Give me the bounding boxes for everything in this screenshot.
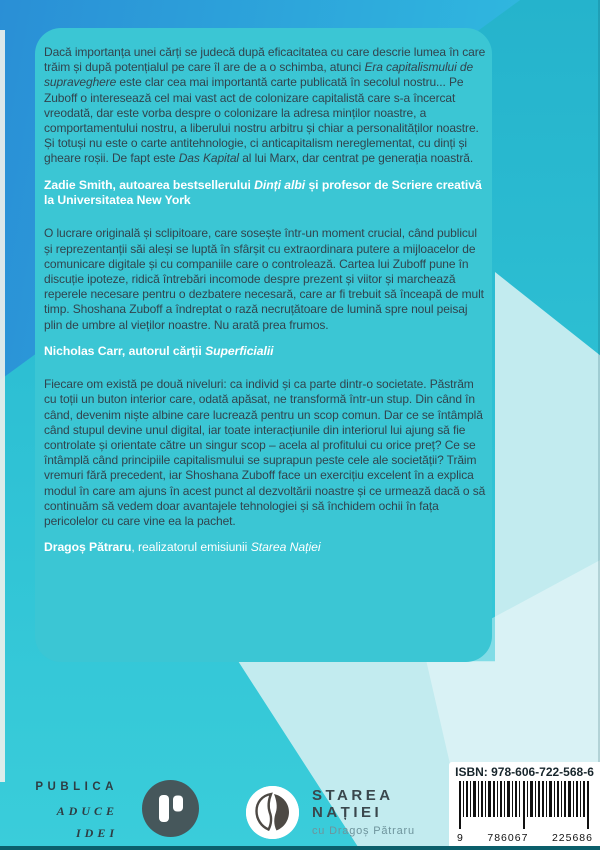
- attribution-segment: Nicholas Carr, autorul cărții: [44, 343, 206, 358]
- book-title-italic: Superficialii: [205, 343, 274, 358]
- barcode-digit-group: 9: [457, 831, 464, 844]
- publisher-line: ADUCE: [56, 803, 118, 818]
- starea-natiei-wordmark: [312, 786, 415, 839]
- show-name-line: STAREA: [312, 787, 394, 804]
- scan-edge-left: [0, 30, 5, 782]
- publica-wordmark: [28, 782, 118, 849]
- starea-natiei-logo: [246, 786, 415, 839]
- barcode-digit-group: 225686: [551, 831, 593, 844]
- attribution-nicholas-carr: [44, 344, 486, 359]
- quote-segment: Fiecare om există pe două niveluri: ca individ și ca parte dintr-o societate. Păstrăm cu toții un buton interior care, odată apăsat, ne transformă într-un stup. Din când în când, devenim niște albine care lucrează pentru un scop comun. Dar ce se întâmplă când stupul devine unul digital, iar toate interacțiunile din interiorul lui ajung să fie controlate și orientate către un singur scop – acela al profitului cu orice preț? Ce se întâmplă când principiile capitalismului se suprapun peste cele ale societății? Trăim vremuri fără precedent, iar Shoshana Zuboff face un exercițiu excelent în a explica modul în care am ajuns în acest punct al dezvoltării noastre și ce urmează dacă o să continuăm să vedem doar avantajele tehnologiei și să închidem ochii în fața pericolelor cu care vine ea la pachet.: [44, 377, 486, 529]
- publica-logo-bar: [173, 795, 183, 811]
- isbn-barcode-box: [449, 762, 600, 846]
- two-faces-icon: [246, 786, 299, 839]
- publisher-line: PUBLICA: [35, 781, 118, 793]
- quote-segment: al lui Marx, dar centrat pe generația noastră.: [238, 151, 474, 166]
- isbn-label: ISBN: 978-606-722-568-6: [455, 765, 594, 779]
- book-title-italic: Era capitalismului de supraveghere: [44, 60, 474, 90]
- book-title-italic: Dinți albi: [254, 177, 306, 192]
- attribution-segment: Zadie Smith, autoarea bestsellerului: [44, 177, 255, 192]
- attribution-name: Dragoș Pătraru: [44, 540, 132, 555]
- quote-segment: este clar cea mai importantă carte publicată în secolul nostru... Pe Zuboff o interesează cel mai vast act de colonizare capitalistă care s-a încercat vreodată, dar este vorba despre o colonizare la adresa minților noastre, a comportamentului nostru, a liberului nostru arbitru și chiar a personalităților noastre. Și totuși nu este o carte antitehnologie, ci anticapitalism nereglementat, cu dinți și gheare roșii. De fapt este: [44, 75, 479, 166]
- show-subtitle: cu Dragoș Pătraru: [312, 825, 415, 837]
- quote-zadie-smith: [44, 45, 486, 167]
- quote-dragos-patraru: [44, 377, 486, 529]
- quotes-panel: [35, 28, 492, 662]
- show-name-line: NAȚIEI: [312, 803, 383, 821]
- publisher-line: IDEI: [75, 825, 118, 840]
- quote-segment: O lucrare originală și sclipitoare, care sosește într-un moment crucial, când publicul și reprezentanții săi aleși se luptă în sfârșit cu extraordinara putere a mijloacelor de comunicare digitale și cu companiile care o controlează. Cartea lui Zuboff pune în discuție ipoteze, ridică întrebări incomode despre prezent și viitor și marchează reperele necesare pentru o dezbatere necesară, care ar fi trebuit să înceapă de mult timp. Shoshana Zuboff a îndreptat o rază necruțătoare de lumină spre noul peisaj plin de umbre al vieților noastre. Nu arată prea frumos.: [44, 226, 484, 332]
- barcode-digits: [457, 833, 593, 844]
- barcode-bars: [457, 781, 593, 829]
- quote-nicholas-carr: [44, 226, 486, 332]
- attribution-segment: și profesor de Scriere creativă la Universitatea New York: [44, 177, 482, 208]
- book-title-italic: Das Kapital: [178, 151, 239, 166]
- attribution-dragos-patraru: [44, 540, 486, 555]
- show-title-italic: Starea Nației: [250, 540, 321, 555]
- quote-segment: Dacă importanța unei cărți se judecă după eficacitatea cu care descrie lumea în care trăim și după potențialul pe care îl are de a o schimba, atunci: [44, 45, 486, 75]
- attribution-segment: , realizatorul emisiunii: [131, 540, 251, 555]
- publica-logo-icon: [142, 780, 199, 837]
- barcode-digit-group: 786067: [487, 831, 529, 844]
- attribution-zadie-smith: [44, 178, 486, 209]
- publica-logo-bar: [159, 795, 169, 822]
- scan-edge-bottom: [0, 846, 600, 850]
